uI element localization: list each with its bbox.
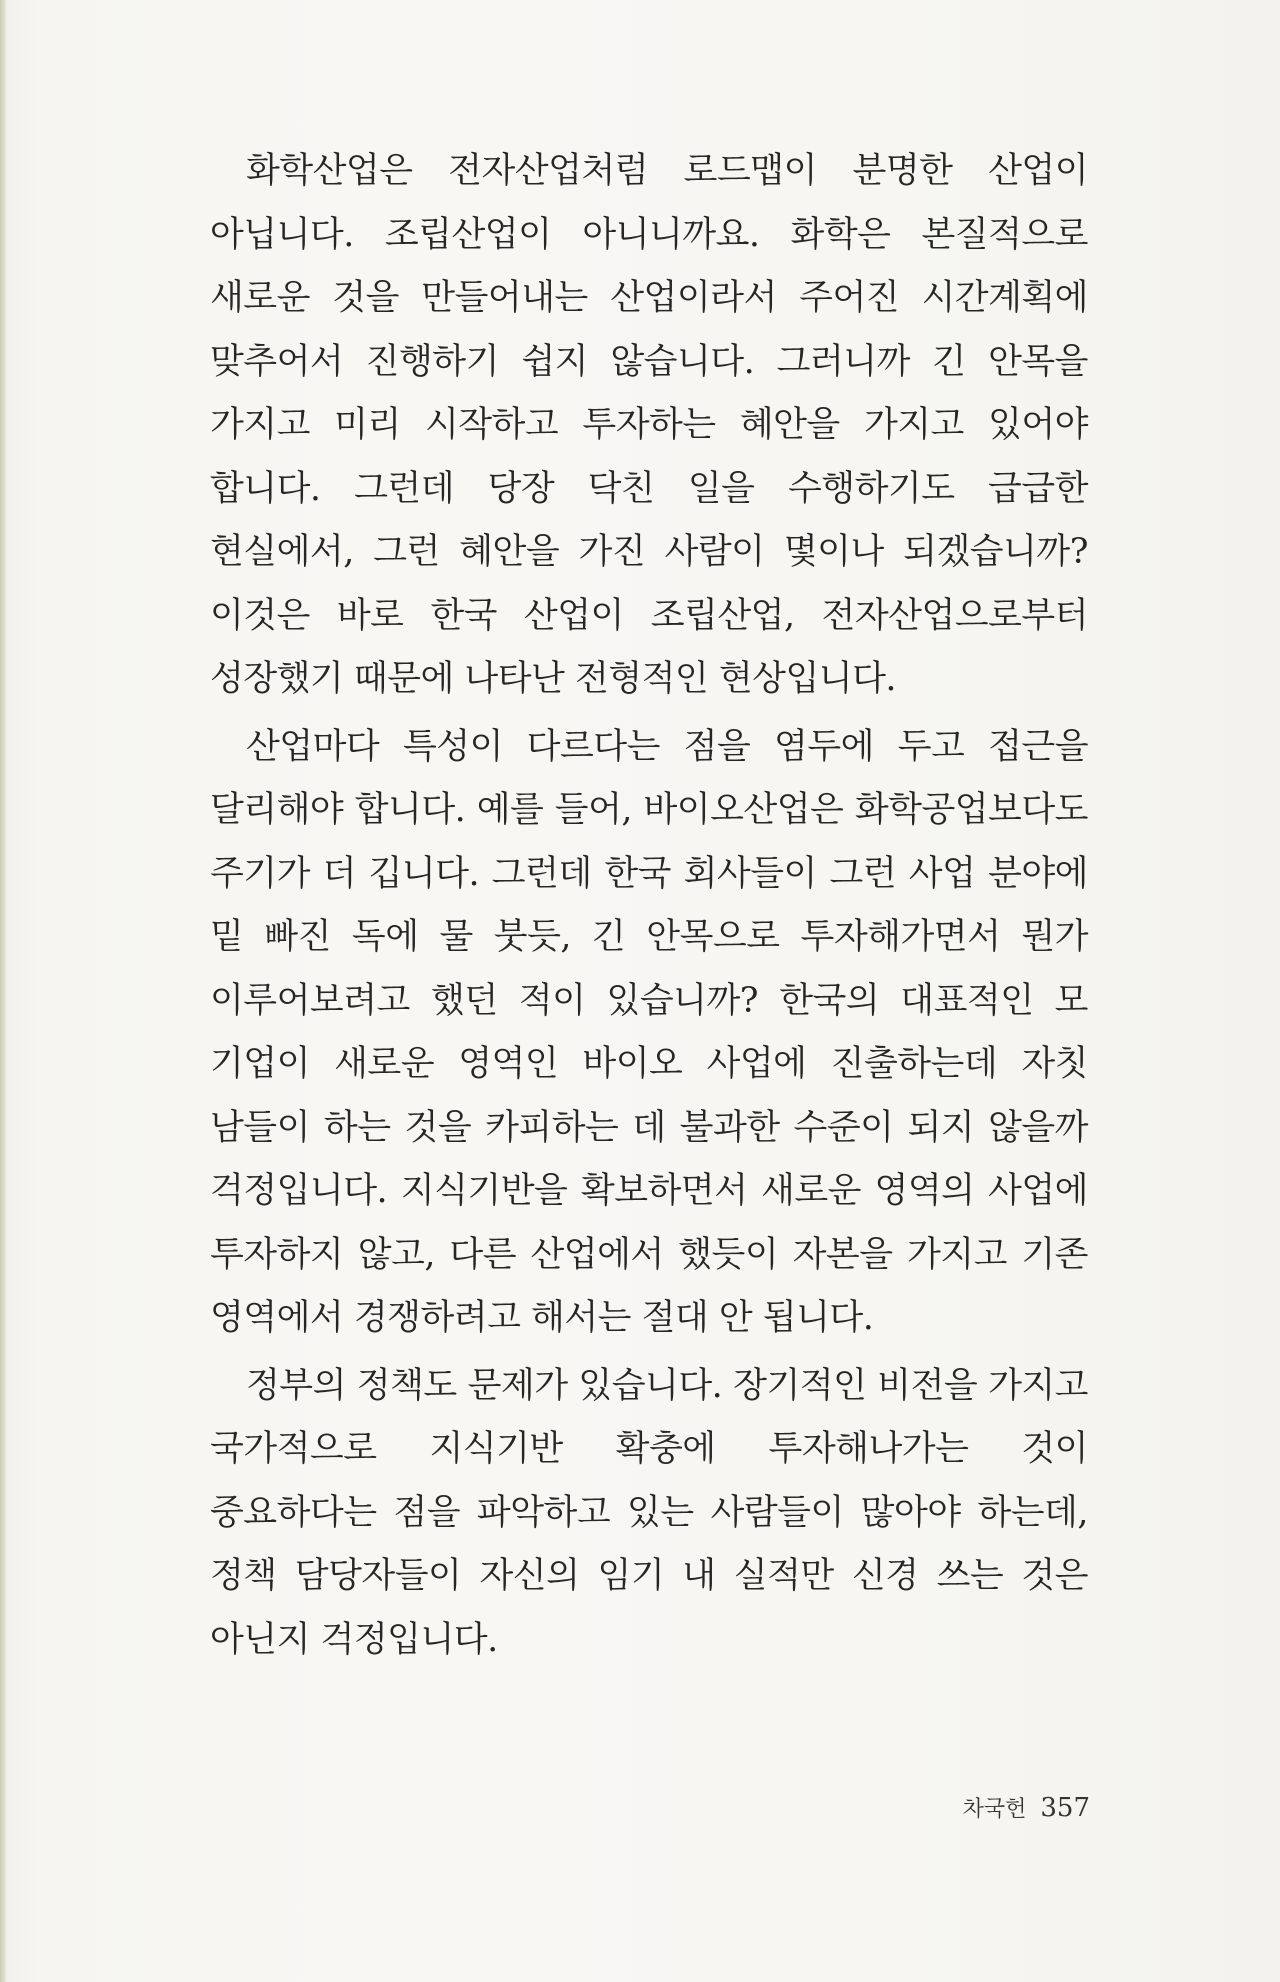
page-footer [963, 1792, 1090, 1832]
paragraph-1: 화학산업은 전자산업처럼 로드맵이 분명한 산업이 아닙니다. 조립산업이 아니니까요. 화학은 본질적으로 새로운 것을 만들어내는 산업이라서 주어진 시간계획에 맞추어서 진행하기 쉽지 않습니다. 그러니까 긴 안목을 가지고 미리 시작하고 투자하는 혜안을 가지고 있어야 합니다. 그런데 당장 닥친 일을 수행하기도 급급한 현실에서, 그런 혜안을 가진 사람이 몇이나 되겠습니까? 이것은 바로 한국 산업이 조립산업, 전자산업으로부터 성장했기 때문에 나타난 전형적인 현상입니다. [210, 151, 1088, 699]
body-text [210, 140, 1088, 1672]
running-footer-author: 차국헌 [962, 1797, 1027, 1822]
page-edge [0, 0, 6, 1982]
paragraph-3: 정부의 정책도 문제가 있습니다. 장기적인 비전을 가지고 국가적으로 지식기반 확충에 투자해나가는 것이 중요하다는 점을 파악하고 있는 사람들이 많아야 하는데, 정책 담당자들이 자신의 임기 내 실적만 신경 쓰는 것은 아닌지 걱정입니다. [210, 1365, 1088, 1660]
paragraph-2: 산업마다 특성이 다르다는 점을 염두에 두고 접근을 달리해야 합니다. 예를 들어, 바이오산업은 화학공업보다도 주기가 더 깁니다. 그런데 한국 회사들이 그런 사업 분야에 밑 빠진 독에 물 붓듯, 긴 안목으로 투자해가면서 뭔가 이루어보려고 했던 적이 있습니까? 한국의 대표적인 모 기업이 새로운 영역인 바이오 사업에 진출하는데 자칫 남들이 하는 것을 카피하는 데 불과한 수준이 되지 않을까 걱정입니다. 지식기반을 확보하면서 새로운 영역의 사업에 투자하지 않고, 다른 산업에서 했듯이 자본을 가지고 기존 영역에서 경쟁하려고 해서는 절대 안 됩니다. [210, 726, 1088, 1338]
page-number: 357 [1040, 1793, 1090, 1823]
